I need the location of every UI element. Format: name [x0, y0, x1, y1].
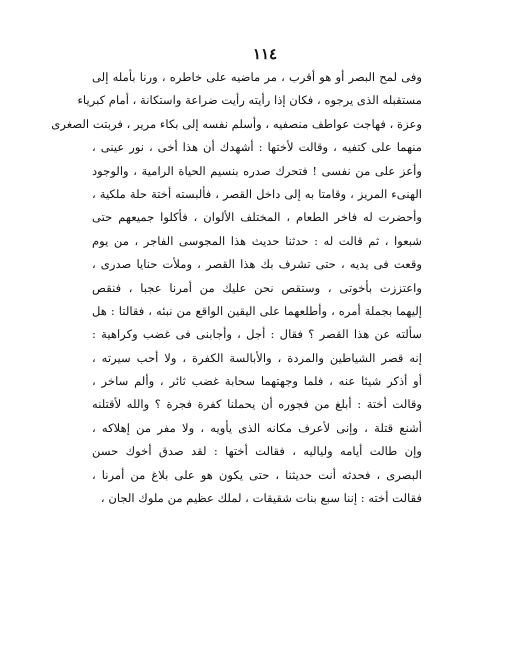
text-line: إنه قصر الشياطين والمردة ، والأبالسة الكفرة ، ولا أحب سيرته ، [92, 350, 422, 365]
text-line: شبعوا ، ثم قالت له : حدثنا حديث هذا المجوسى الفاجر ، من يوم [92, 233, 422, 248]
text-line: إليهما بجملة أمره ، وأطلعهما على اليقين الواقع من نبئه ، فقالتا : هل [92, 303, 422, 318]
text-line: منهما على كتفيه ، وقالت لأختها : أشهدك أن هذا أخى ، نور عينى ، [92, 140, 422, 155]
text-line: واعتززت بأخوتى ، وستقص نحن عليك من أمرنا عجبا ، فنقص [92, 280, 422, 295]
text-line: فقالت أخته : إننا سبع بنات شقيقات ، لملك عظيم من ملوك الجان ، [100, 491, 422, 506]
text-line: سألته عن هذا القصر ؟ فقال : أجل ، وأجابنى فى غضب وكراهية : [92, 327, 422, 342]
text-line: وعزة ، فهاجت عواطف منصفيه ، وأسلم نفسه إلى بكاء مرير ، فربتت الصغرى [51, 116, 422, 131]
text-line: وأحضرت له فاخر الطعام ، المختلف الألوان ، فأكلوا جميعهم حتى [92, 210, 422, 225]
body-text [51, 66, 422, 510]
page-number: ١١٤ [252, 45, 278, 63]
text-line: أشنع قتلة ، وإنى لأعرف مكانه الذى يأويه ، ولا مفر من إهلاكه ، [92, 420, 422, 435]
text-line: البصرى ، فحدثه أنت حديثنا ، حتى يكون هو على بلاغ من أمرنا ، [92, 467, 422, 482]
text-line: وإن طالت أيامه ولياليه ، فقالت أختها : لقد صدق أخوك حسن [92, 444, 422, 459]
text-line: وفى لمح البصر أو هو أقرب ، مر ماضيه على خاطره ، ورنا بأمله إلى [92, 70, 422, 84]
text-line: الهنىء المريز ، وقامتا به إلى داخل القصر ، فألبسته أختة حلة ملكية ، [92, 186, 422, 201]
text-line: أو أذكر شيئا عنه ، فلما وجهتهما سحابة غضب ثائر ، وألم ساخر ، [92, 374, 422, 389]
text-line: وقالت أختة : أبلغ من فجوره أن يحملنا كفرة فجرة ؟ والله لأقتلنه [92, 397, 422, 412]
text-line: وقعت فى يديه ، حتى تشرف بك هذا القصر ، وملأت حنايا صدرى ، [92, 257, 422, 272]
text-line: مستقبله الذى يرجوه ، فكان إذا رأيته رأيت ضراعة واستكانة ، أمام كبرياء [77, 93, 422, 108]
text-line: وأعز على من نفسى ! فتحرك صدره بنسيم الحياة الرامية ، والوجود [92, 163, 422, 178]
